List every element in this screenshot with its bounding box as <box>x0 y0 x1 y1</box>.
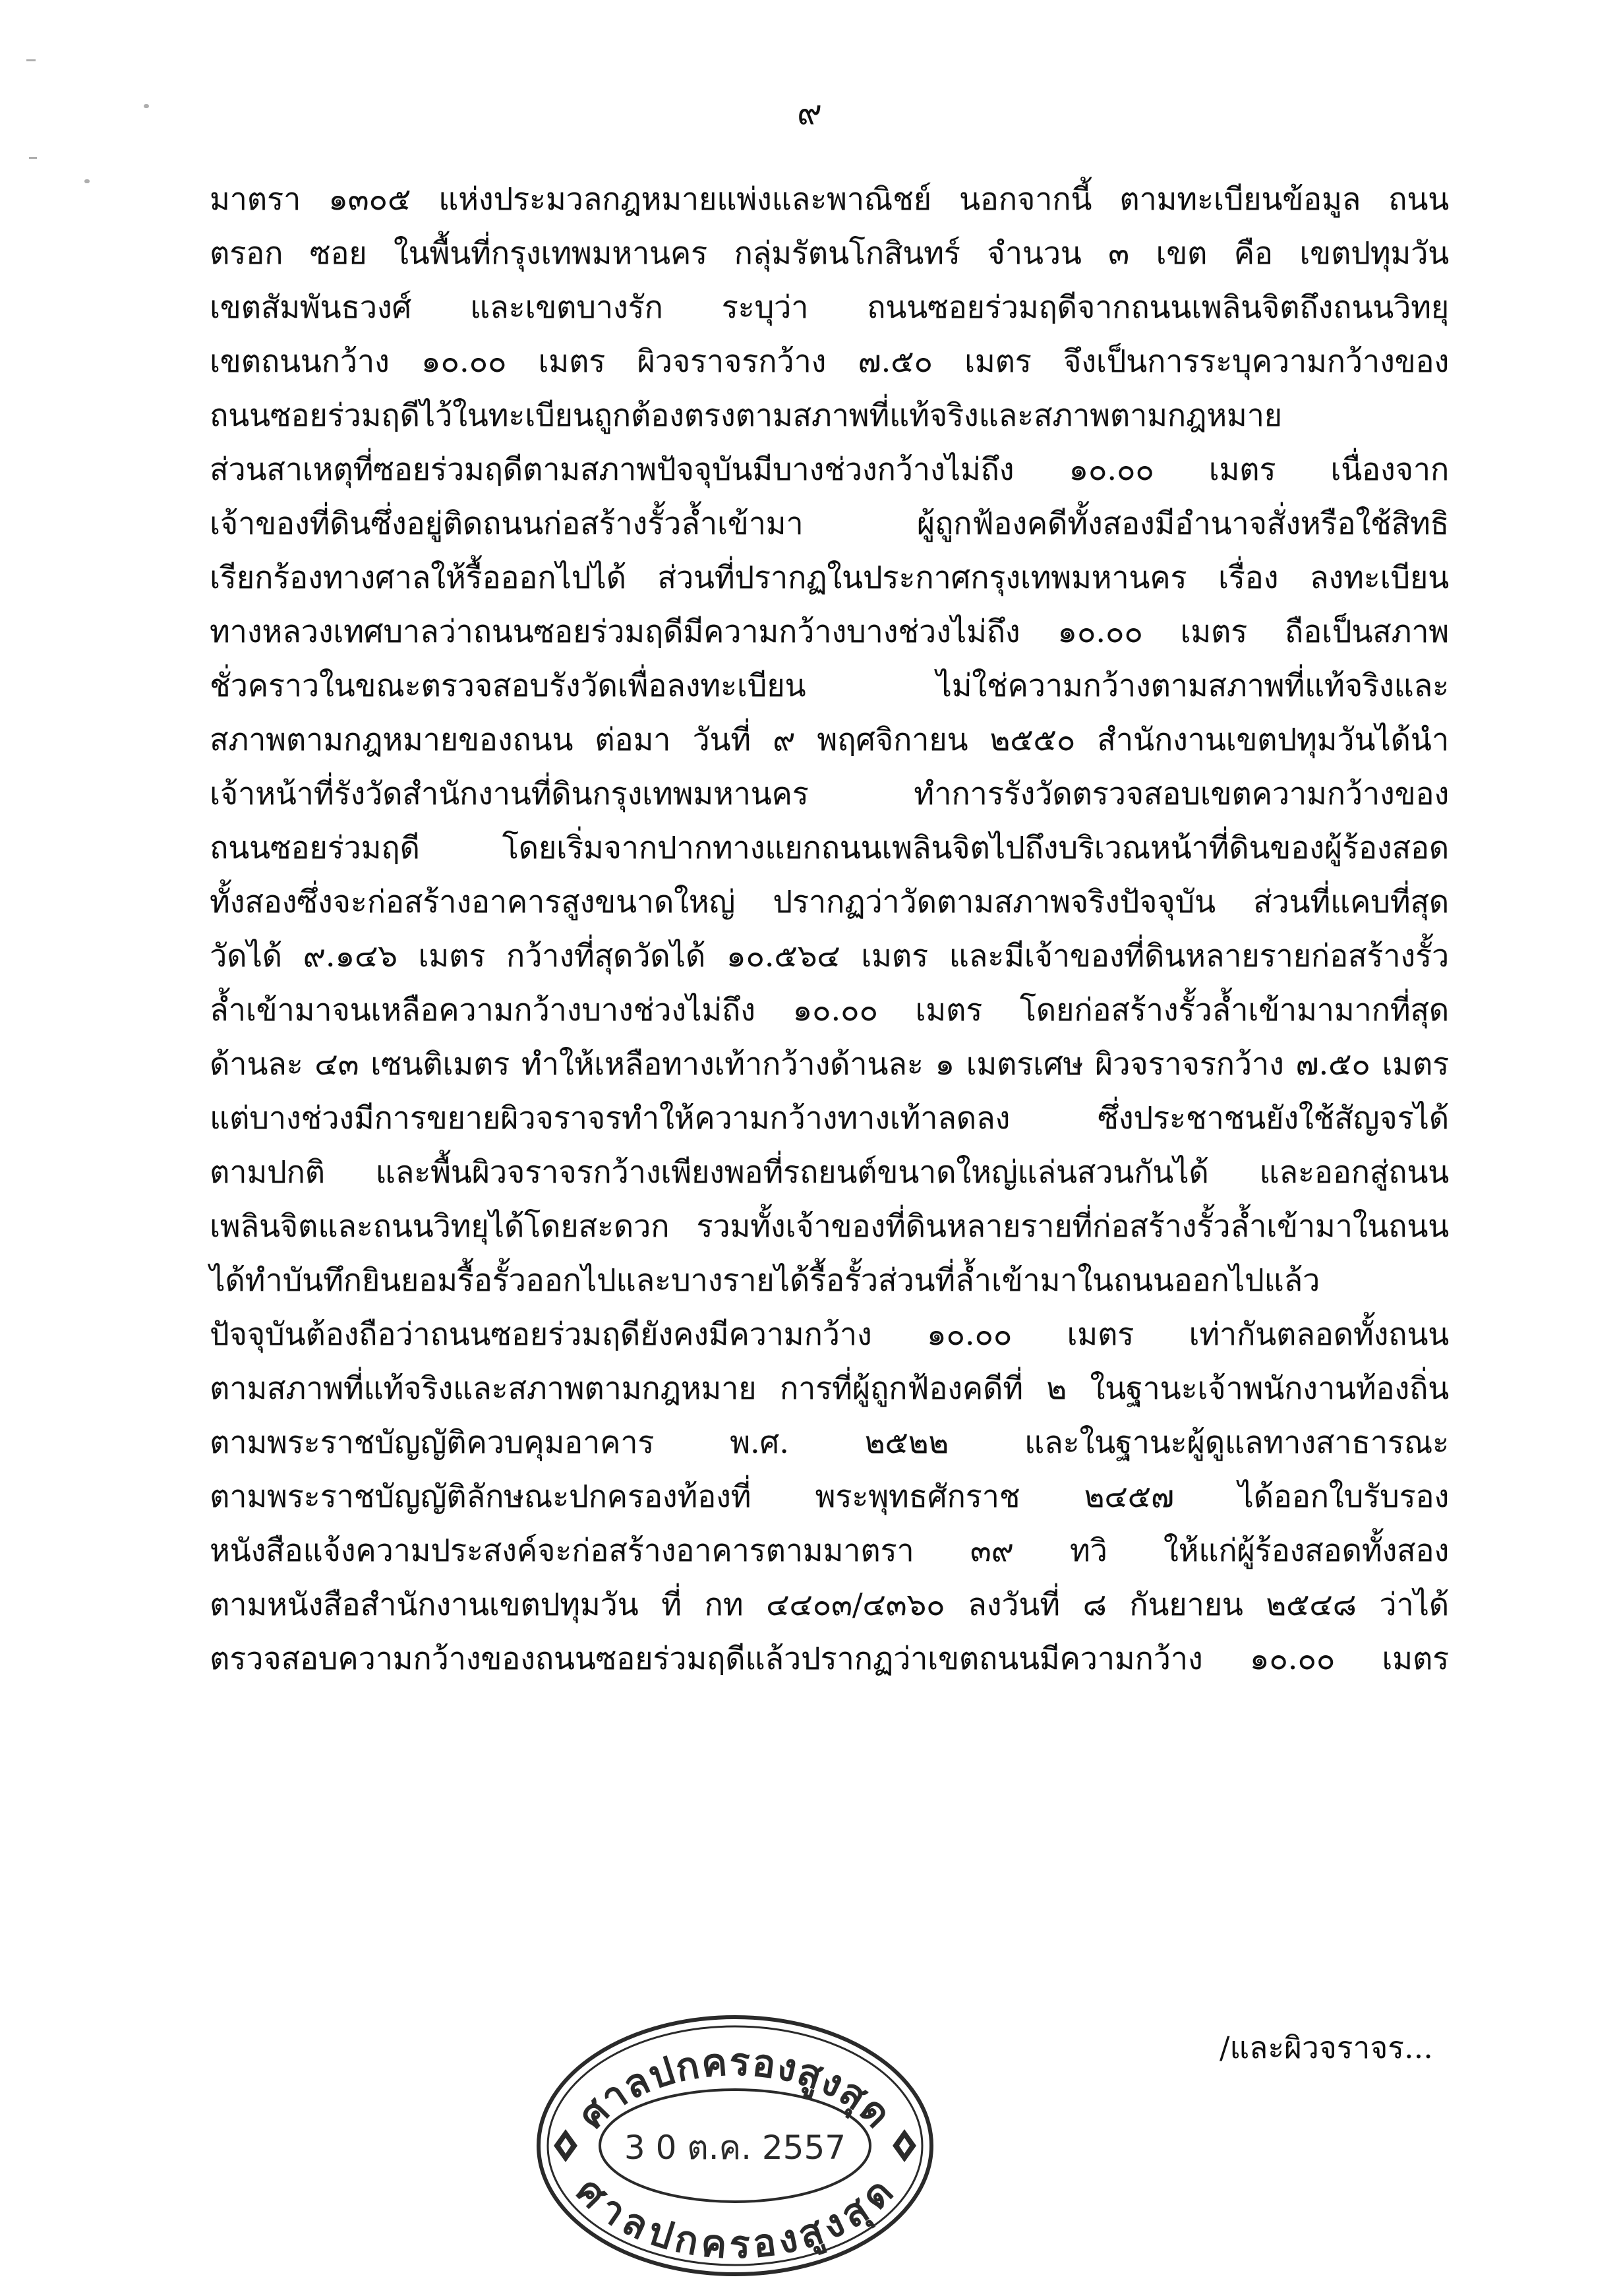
body-line: ทั้งสองซึ่งจะก่อสร้างอาคารสูงขนาดใหญ่ ปรากฏว่าวัดตามสภาพจริงปัจจุบัน ส่วนที่แคบที่สุด <box>210 884 1449 920</box>
stamp-top-text: ศาลปกครองสูงสุด <box>569 2039 901 2138</box>
body-line: วัดได้ ๙.๑๔๖ เมตร กว้างที่สุดวัดได้ ๑๐.๕๖๔ เมตร และมีเจ้าของที่ดินหลายรายก่อสร้างรั้ว <box>210 938 1449 974</box>
ornament-icon <box>893 2129 916 2162</box>
body-line: ถนนซอยร่วมฤดี โดยเริ่มจากปากทางแยกถนนเพลินจิตไปถึงบริเวณหน้าที่ดินของผู้ร้องสอด <box>210 830 1449 866</box>
body-line: ตรวจสอบความกว้างของถนนซอยร่วมฤดีแล้วปรากฏว่าเขตถนนมีความกว้าง ๑๐.๐๐ เมตร <box>210 1641 1449 1677</box>
body-line: ล้ำเข้ามาจนเหลือความกว้างบางช่วงไม่ถึง ๑๐.๐๐ เมตร โดยก่อสร้างรั้วล้ำเข้ามามากที่สุด <box>210 992 1449 1028</box>
body-line: ชั่วคราวในขณะตรวจสอบรังวัดเพื่อลงทะเบียน ไม่ใช่ความกว้างตามสภาพที่แท้จริงและ <box>210 668 1449 704</box>
stamp-bottom-text: ศาลปกครองสูงสุด <box>567 2168 903 2268</box>
body-line: ได้ทำบันทึกยินยอมรื้อรั้วออกไปและบางรายได้รื้อรั้วส่วนที่ล้ำเข้ามาในถนนออกไปแล้ว <box>210 1262 1320 1299</box>
body-line: ตามพระราชบัญญัติควบคุมอาคาร พ.ศ. ๒๕๒๒ และในฐานะผู้ดูแลทางสาธารณะ <box>210 1425 1449 1461</box>
court-stamp <box>527 2004 943 2281</box>
svg-text:ศาลปกครองสูงสุด <box>568 2168 902 2267</box>
body-line: ตามปกติ และพื้นผิวจราจรกว้างเพียงพอที่รถยนต์ขนาดใหญ่แล่นสวนกันได้ และออกสู่ถนน <box>210 1154 1449 1191</box>
body-line: เรียกร้องทางศาลให้รื้อออกไปได้ ส่วนที่ปรากฏในประกาศกรุงเทพมหานคร เรื่อง ลงทะเบียน <box>210 560 1449 596</box>
scan-mark <box>26 59 36 61</box>
body-line: สภาพตามกฎหมายของถนน ต่อมา วันที่ ๙ พฤศจิกายน ๒๕๕๐ สำนักงานเขตปทุมวันได้นำ <box>210 722 1449 758</box>
document-body <box>210 173 1449 1686</box>
svg-text:ศาลปกครองสูงสุด <box>569 2039 901 2137</box>
body-line: เจ้าหน้าที่รังวัดสำนักงานที่ดินกรุงเทพมหานคร ทำการรังวัดตรวจสอบเขตความกว้างของ <box>210 776 1449 812</box>
continuation-text: /และผิวจราจร... <box>1220 2030 1433 2065</box>
body-line: ตามสภาพที่แท้จริงและสภาพตามกฎหมาย การที่ผู้ถูกฟ้องคดีที่ ๒ ในฐานะเจ้าพนักงานท้องถิ่น <box>210 1370 1449 1407</box>
body-line: ตามพระราชบัญญัติลักษณะปกครองท้องที่ พระพุทธศักราช ๒๔๕๗ ได้ออกใบรับรอง <box>210 1479 1449 1515</box>
body-line: เพลินจิตและถนนวิทยุได้โดยสะดวก รวมทั้งเจ้าของที่ดินหลายรายที่ก่อสร้างรั้วล้ำเข้ามาในถนน <box>210 1208 1449 1245</box>
body-line: แต่บางช่วงมีการขยายผิวจราจรทำให้ความกว้างทางเท้าลดลง ซึ่งประชาชนยังใช้สัญจรได้ <box>210 1100 1449 1136</box>
body-line: เขตสัมพันธวงศ์ และเขตบางรัก ระบุว่า ถนนซอยร่วมฤดีจากถนนเพลินจิตถึงถนนวิทยุ <box>210 289 1449 326</box>
page-number: ๙ <box>796 93 823 132</box>
body-line: เจ้าของที่ดินซึ่งอยู่ติดถนนก่อสร้างรั้วล้ำเข้ามา ผู้ถูกฟ้องคดีทั้งสองมีอำนาจสั่งหรือใช้สิทธิ <box>210 506 1449 542</box>
body-line: ทางหลวงเทศบาลว่าถนนซอยร่วมฤดีมีความกว้างบางช่วงไม่ถึง ๑๐.๐๐ เมตร ถือเป็นสภาพ <box>210 614 1449 650</box>
body-line: ตามหนังสือสำนักงานเขตปทุมวัน ที่ กท ๔๔๐๓/๔๓๖๐ ลงวันที่ ๘ กันยายน ๒๕๔๘ ว่าได้ <box>210 1587 1449 1623</box>
body-line: ส่วนสาเหตุที่ซอยร่วมฤดีตามสภาพปัจจุบันมีบางช่วงกว้างไม่ถึง ๑๐.๐๐ เมตร เนื่องจาก <box>210 452 1449 488</box>
body-line: มาตรา ๑๓๐๕ แห่งประมวลกฎหมายแพ่งและพาณิชย์ นอกจากนี้ ตามทะเบียนข้อมูล ถนน <box>210 181 1449 218</box>
scan-mark <box>84 179 90 183</box>
court-stamp-graphic <box>527 2004 943 2281</box>
stamp-date: 3 0 ต.ค. 2557 <box>624 2129 846 2167</box>
body-line: ตรอก ซอย ในพื้นที่กรุงเทพมหานคร กลุ่มรัตนโกสินทร์ จำนวน ๓ เขต คือ เขตปทุมวัน <box>210 235 1449 272</box>
body-line: ด้านละ ๔๓ เซนติเมตร ทำให้เหลือทางเท้ากว้างด้านละ ๑ เมตรเศษ ผิวจราจรกว้าง ๗.๕๐ เมตร <box>210 1046 1449 1082</box>
body-line: เขตถนนกว้าง ๑๐.๐๐ เมตร ผิวจราจรกว้าง ๗.๕๐ เมตร จึงเป็นการระบุความกว้างของ <box>210 343 1449 380</box>
scan-mark <box>29 157 37 159</box>
body-line: หนังสือแจ้งความประสงค์จะก่อสร้างอาคารตามมาตรา ๓๙ ทวิ ให้แก่ผู้ร้องสอดทั้งสอง <box>210 1533 1449 1569</box>
ornament-icon <box>554 2129 577 2162</box>
body-line: ปัจจุบันต้องถือว่าถนนซอยร่วมฤดียังคงมีความกว้าง ๑๐.๐๐ เมตร เท่ากันตลอดทั้งถนน <box>210 1316 1449 1353</box>
body-line: ถนนซอยร่วมฤดีไว้ในทะเบียนถูกต้องตรงตามสภาพที่แท้จริงและสภาพตามกฎหมาย <box>210 397 1282 434</box>
